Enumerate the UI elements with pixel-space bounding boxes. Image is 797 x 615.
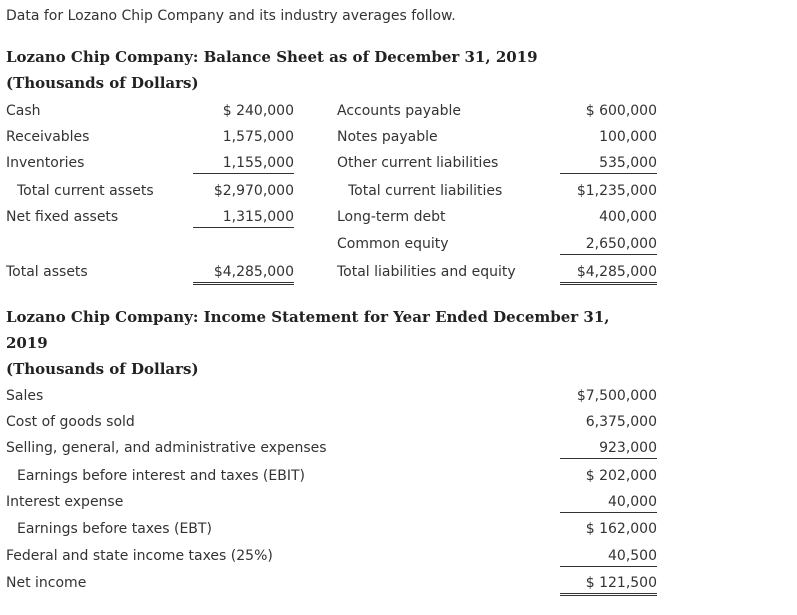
liab-value-other-current: 535,000 (560, 153, 657, 174)
liab-value-common-equity: 2,650,000 (560, 234, 657, 255)
income-value-ebit: $ 202,000 (585, 468, 657, 484)
income-label-ebit: Earnings before interest and taxes (EBIT) (17, 468, 305, 484)
asset-label-net-fixed: Net fixed assets (6, 209, 119, 225)
liab-label-common-equity: Common equity (337, 236, 449, 252)
income-statement-title-line2: 2019 (6, 334, 48, 352)
income-value-ebt: $ 162,000 (585, 521, 657, 537)
asset-label-total-current: Total current assets (17, 183, 154, 199)
income-statement-subtitle: (Thousands of Dollars) (6, 360, 199, 378)
asset-value-cash: $ 240,000 (222, 103, 294, 119)
income-label-sga: Selling, general, and administrative expenses (6, 440, 327, 456)
asset-label-total-assets: Total assets (6, 264, 88, 280)
intro-text: Data for Lozano Chip Company and its industry averages follow. (6, 8, 456, 24)
liab-value-total-current: $1,235,000 (576, 183, 657, 199)
income-value-cogs: 6,375,000 (585, 414, 657, 430)
liab-label-notes-payable: Notes payable (337, 129, 438, 145)
asset-label-receivables: Receivables (6, 129, 90, 145)
income-label-sales: Sales (6, 388, 44, 404)
income-value-taxes: 40,500 (560, 546, 657, 567)
income-statement-title-line1: Lozano Chip Company: Income Statement for Year Ended December 31, (6, 308, 610, 326)
liab-value-accounts-payable: $ 600,000 (585, 103, 657, 119)
asset-value-total-current: $2,970,000 (213, 183, 294, 199)
balance-sheet-subtitle: (Thousands of Dollars) (6, 74, 199, 92)
liab-label-long-term-debt: Long-term debt (337, 209, 446, 225)
income-value-sga: 923,000 (560, 438, 657, 459)
income-label-ebt: Earnings before taxes (EBT) (17, 521, 212, 537)
asset-value-net-fixed: 1,315,000 (193, 207, 294, 228)
income-label-interest: Interest expense (6, 494, 124, 510)
income-label-net-income: Net income (6, 575, 87, 591)
asset-value-inventories: 1,155,000 (193, 153, 294, 174)
liab-label-total-current: Total current liabilities (348, 183, 503, 199)
income-value-interest: 40,000 (560, 492, 657, 513)
liab-label-accounts-payable: Accounts payable (337, 103, 461, 119)
income-label-taxes: Federal and state income taxes (25%) (6, 548, 273, 564)
asset-value-receivables: 1,575,000 (222, 129, 294, 145)
asset-value-total-assets: $4,285,000 (193, 262, 294, 285)
asset-label-inventories: Inventories (6, 155, 85, 171)
liab-value-total-liab-equity: $4,285,000 (560, 262, 657, 285)
liab-label-other-current: Other current liabilities (337, 155, 499, 171)
asset-label-cash: Cash (6, 103, 41, 119)
liab-value-notes-payable: 100,000 (599, 129, 657, 145)
liab-value-long-term-debt: 400,000 (599, 209, 657, 225)
liab-label-total-liab-equity: Total liabilities and equity (337, 264, 516, 280)
income-label-cogs: Cost of goods sold (6, 414, 135, 430)
income-value-sales: $7,500,000 (576, 388, 657, 404)
balance-sheet-title: Lozano Chip Company: Balance Sheet as of December 31, 2019 (6, 48, 538, 66)
income-value-net-income: $ 121,500 (560, 573, 657, 596)
